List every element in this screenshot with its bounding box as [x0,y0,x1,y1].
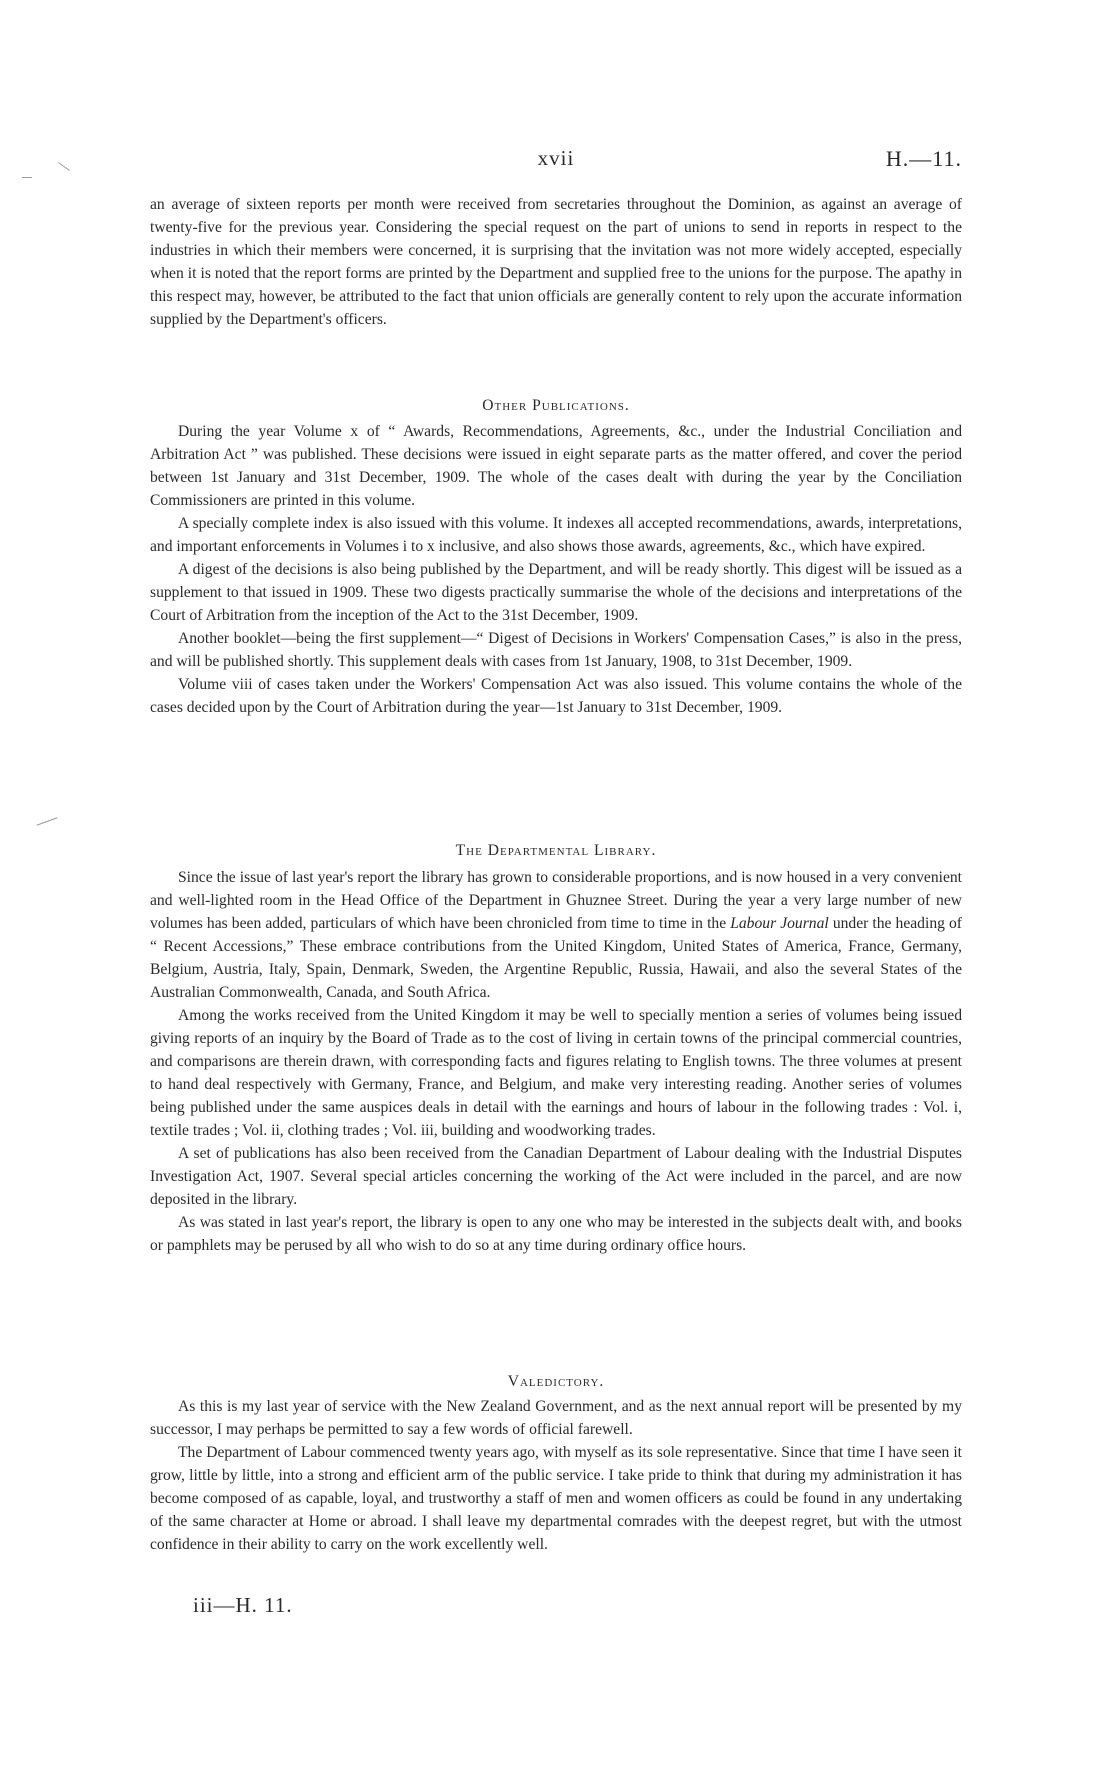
other-publications-heading-wrap [150,397,962,415]
valedictory-section [150,1395,962,1556]
paragraph [150,866,962,1004]
paragraph: During the year Volume x of “ Awards, Recommendations, Agreements, &c., under the Industrial Conciliation and Arbitration Act ” was published. These decisions were issued in eight separate parts as the matter offered, and cover the period between 1st January and 31st December, 1909. The whole of the cases dealt with during the year by the Conciliation Commissioners are printed in this volume. [150,423,962,509]
paragraph: As this is my last year of service with the New Zealand Government, and as the next annual report will be presented by my successor, I may perhaps be permitted to say a few words of official farewell. [150,1398,962,1438]
text-run: under the heading of “ Recent Accessions,” These embrace contributions from the United Kingdom, United States of America, France, Germany, Belgium, Austria, Italy, Spain, Denmark, Sweden, the Argentine Republic, Russia, Hawaii, and also the several States of the Australian Commonwealth, Canada, and South Africa. [150,915,962,1001]
journal-title: Labour Journal [730,915,829,932]
page-header [150,146,962,180]
margin-mark [36,817,57,825]
margin-mark [58,162,70,171]
library-heading-wrap [150,842,962,860]
paragraph: As was stated in last year's report, the library is open to any one who may be interested in the subjects dealt with, and books or pamphlets may be perused by all who wish to do so at any time during ordinary office hours. [150,1214,962,1254]
text-run: Since the issue of last year's report the library has grown to considerable proportions, and is now housed in a very convenient and well-lighted room in the Head Office of the Department in Ghuznee Street. During the year a very large number of new volumes has been added, particulars of which have been chronicled from time to time in the [150,869,962,932]
intro-paragraph: an average of sixteen reports per month were received from secretaries throughout the Dominion, as against an average of twenty-five for the previous year. Considering the special request on the part of unions to send in reports in respect to the industries in which their members were concerned, it is surprising that the invitation was not more widely accepted, especially when it is noted that the report forms are printed by the Department and supplied free to the unions for the purpose. The apathy in this respect may, however, be attributed to the fact that union officials are generally content to rely upon the accurate information supplied by the Department's officers. [150,196,962,328]
paragraph: A specially complete index is also issued with this volume. It indexes all accepted recommendations, awards, interpretations, and important enforcements in Volumes i to x inclusive, and also shows those awards, agreements, &c., which have expired. [150,515,962,555]
other-publications-section [150,420,962,719]
paragraph: Among the works received from the United Kingdom it may be well to specially mention a series of volumes being issued giving reports of an inquiry by the Board of Trade as to the cost of living in certain towns of the principal commercial countries, and comparisons are therein drawn, with corresponding facts and figures relating to English towns. The three volumes at present to hand deal respectively with Germany, France, and Belgium, and make very interesting reading. Another series of volumes being published under the same auspices deals in detail with the earnings and hours of labour in the following trades : Vol. i, textile trades ; Vol. ii, clothing trades ; Vol. iii, building and woodworking trades. [150,1007,962,1139]
valedictory-heading-wrap [150,1373,962,1391]
paragraph: The Department of Labour commenced twenty years ago, with myself as its sole representative. Since that time I have seen it grow, little by little, into a strong and efficient arm of the public service. I take pride to think that during my administration it has become composed of as capable, loyal, and trustworthy a staff of men and women officers as could be found in any undertaking of the same character at Home or abroad. I shall leave my departmental comrades with the deepest regret, but with the utmost confidence in their ability to carry on the work excellently well. [150,1444,962,1553]
paragraph: Another booklet—being the first supplement—“ Digest of Decisions in Workers' Compensation Cases,” is also in the press, and will be published shortly. This supplement deals with cases from 1st January, 1908, to 31st December, 1909. [150,630,962,670]
signature-mark: iii—H. 11. [193,1593,293,1617]
library-section [150,866,962,1257]
document-reference: H.—11. [885,146,962,171]
section-heading-valedictory: Valedictory. [507,1373,605,1390]
paragraph: A set of publications has also been received from the Canadian Department of Labour dealing with the Industrial Disputes Investigation Act, 1907. Several special articles concerning the working of the Act were included in the parcel, and are now deposited in the library. [150,1145,962,1208]
section-heading-library: The Departmental Library. [455,842,657,859]
paragraph: Volume viii of cases taken under the Workers' Compensation Act was also issued. This volume contains the whole of the cases decided upon by the Court of Arbitration during the year—1st January to 31st December, 1909. [150,676,962,716]
page-number: xvii [537,146,575,170]
margin-mark [22,177,32,178]
intro-section [150,193,962,331]
section-heading-other-publications: Other Publications. [482,397,630,414]
paragraph: A digest of the decisions is also being published by the Department, and will be ready shortly. This digest will be issued as a supplement to that issued in 1909. These two digests practically summarise the whole of the decisions and interpretations of the Court of Arbitration from the inception of the Act to the 31st December, 1909. [150,561,962,624]
